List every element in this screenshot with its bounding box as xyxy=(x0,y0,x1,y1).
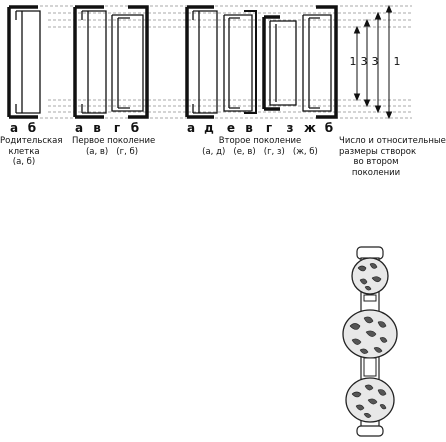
parent-valve-a xyxy=(9,7,38,117)
legend-number-4: 1 xyxy=(393,55,401,68)
first-gen-letter-a: а xyxy=(74,121,84,135)
first-gen-cell-a-v xyxy=(75,7,106,117)
legend-number-3: 3 xyxy=(371,55,379,68)
first-gen-caption: Первое поколение (а, в) (г, б) xyxy=(72,136,156,157)
parent-caption: Родительская клетка (а, б) xyxy=(0,136,63,167)
diatom-chain-illustration xyxy=(343,247,397,436)
second-gen-cell-e-v xyxy=(224,11,256,113)
second-gen-letter-v: в xyxy=(245,121,253,135)
parent-valve-b xyxy=(16,11,40,113)
first-gen-letter-b: б xyxy=(130,121,140,135)
second-gen-letter-b: б xyxy=(324,121,334,135)
parent-letter-a: а xyxy=(9,121,19,135)
second-gen-letter-d: д xyxy=(204,121,214,135)
parent-letter-b: б xyxy=(27,121,37,135)
first-gen-letter-v: в xyxy=(93,121,101,135)
second-gen-letter-zh: ж xyxy=(304,121,316,135)
second-gen-cell-zh-b xyxy=(303,7,336,117)
second-gen-cell-g-z xyxy=(264,17,296,109)
second-gen-letter-e: е xyxy=(226,121,236,135)
second-gen-letter-z: з xyxy=(286,121,294,135)
second-gen-letter-a: а xyxy=(186,121,196,135)
second-gen-letter-g: г xyxy=(265,121,273,135)
first-gen-letter-g: г xyxy=(113,121,121,135)
legend-caption: Число и относительные размеры створок во втором поколении xyxy=(339,136,446,178)
parent-cell xyxy=(9,7,40,117)
first-gen-cell-g-b xyxy=(112,7,147,117)
second-gen-cell-a-d xyxy=(187,7,217,117)
legend-number-1: 1 xyxy=(349,55,357,68)
second-gen-caption: Второе поколение (а, д) (е, в) (г, з) (ж, б) xyxy=(202,136,318,157)
legend-number-2: 3 xyxy=(360,55,368,68)
